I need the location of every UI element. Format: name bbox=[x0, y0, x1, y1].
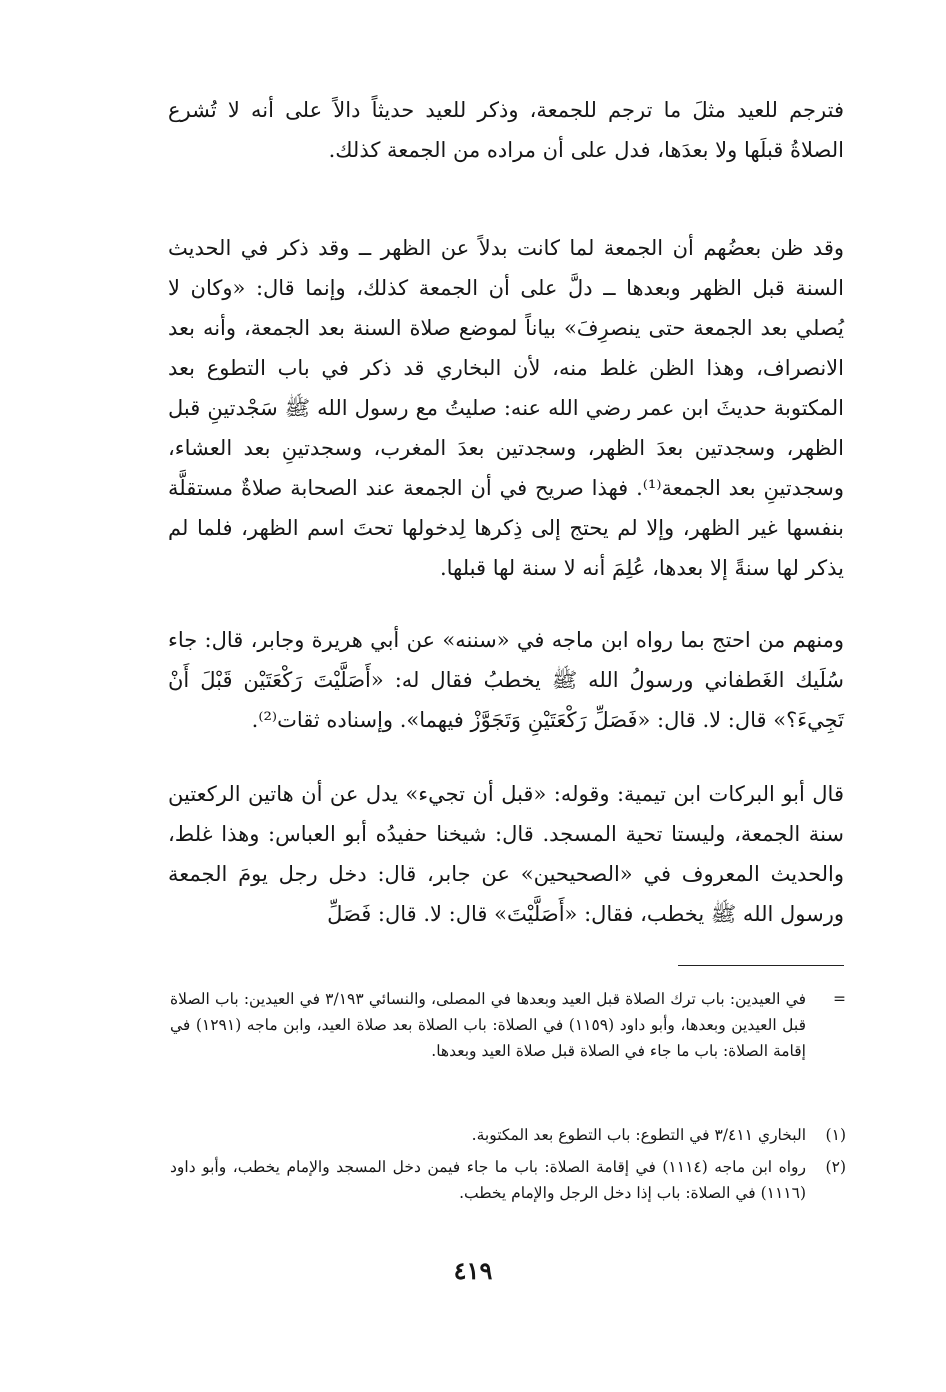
footnote-continuation-mark: = bbox=[833, 990, 846, 1008]
paragraph-4: قال أبو البركات ابن تيمية: وقوله: «قبل أن تجيء» يدل عن أن هاتين الركعتين سنة الجمعة، وليستا تحية المسجد. قال: شيخنا حفيدُه أبو العباس: وهذا غلط، والحديث المعروف في «الصحيحين» عن جابر، قال: دخل رجل يومَ الجمعة ورسول الله ﷺ يخطب، فقال: «أَصَلَّيْتَ» قال: لا. قال: فَصَلِّ bbox=[168, 782, 844, 926]
footnote-2-mark: (٢) bbox=[825, 1158, 846, 1176]
footnote-1-text: البخاري ٣/٤١١ في التطوع: باب التطوع بعد المكتوبة. bbox=[471, 1126, 806, 1144]
footnote-1 bbox=[170, 1122, 846, 1148]
paragraph-2: وقد ظن بعضُهم أن الجمعة لما كانت بدلاً عن الظهر ــ وقد ذكر في الحديث السنة قبل الظهر وبعدها ــ دلَّ على أن الجمعة كذلك، وإنما قال: «وكان لا يُصلي بعد الجمعة حتى ينصرِفَ» بياناً لموضع صلاة السنة بعد الجمعة، وأنه بعد الانصراف، وهذا الظن غلط منه، لأن البخاري قد ذكر في باب التطوع بعد المكتوبة حديثَ ابن عمر رضي الله عنه: صليتُ مع رسول الله ﷺ سَجْدتينِ قبل الظهر، وسجدتين بعدَ الظهر، وسجدتين بعدَ المغرب، وسجدتينِ بعد العشاء، وسجدتينِ بعد الجمعة⁽¹⁾. فهذا صريح في أن الجمعة عند الصحابة صلاةٌ مستقلَّة بنفسها غير الظهر، وإلا لم يحتج إلى ذِكرها لِدخولها تحتَ اسم الظهر، فلما لم يذكر لها سنةً إلا بعدها، عُلِمَ أنه لا سنة لها قبلها. bbox=[168, 236, 844, 580]
paragraph-1: فترجم للعيد مثلَ ما ترجم للجمعة، وذكر للعيد حديثاً دالاً على أنه لا تُشرع الصلاةُ قبلَها ولا بعدَها، فدل على أن مراده من الجمعة كذلك. bbox=[168, 98, 844, 162]
footnote-1-mark: (١) bbox=[825, 1126, 846, 1144]
footnote-2-text: رواه ابن ماجه (١١١٤) في إقامة الصلاة: باب ما جاء فيمن دخل المسجد والإمام يخطب، وأبو داود (١١١٦) في الصلاة: باب إذا دخل الرجل والإمام يخطب. bbox=[170, 1158, 806, 1202]
page-number: ٤١٩ bbox=[453, 1256, 493, 1285]
footnote-continuation bbox=[170, 986, 846, 1064]
footnote-continuation-text: في العيدين: باب ترك الصلاة قبل العيد وبعدها في المصلى، والنسائي ٣/١٩٣ في العيدين: باب الصلاة قبل العيدين وبعدها، وأبو داود (١١٥٩) في الصلاة: باب الصلاة بعد صلاة العيد، وابن ماجه (١٢٩١) في إقامة الصلاة: باب ما جاء في الصلاة قبل صلاة العيد وبعدها. bbox=[170, 990, 806, 1060]
paragraph-3: ومنهم من احتج بما رواه ابن ماجه في «سننه» عن أبي هريرة وجابر، قال: جاء سُلَيك الغَطفاني ورسولُ الله ﷺ يخطبُ فقال له: «أَصَلَّيْتَ رَكْعَتَيْن قَبْلَ أَنْ تَجِيءَ؟» قال: لا. قال: «فَصَلِّ رَكْعَتَيْنِ وَتَجَوَّزْ فيهما». وإسناده ثقات⁽²⁾. bbox=[168, 628, 844, 732]
footnote-divider bbox=[678, 965, 844, 966]
footnote-2 bbox=[170, 1154, 846, 1206]
